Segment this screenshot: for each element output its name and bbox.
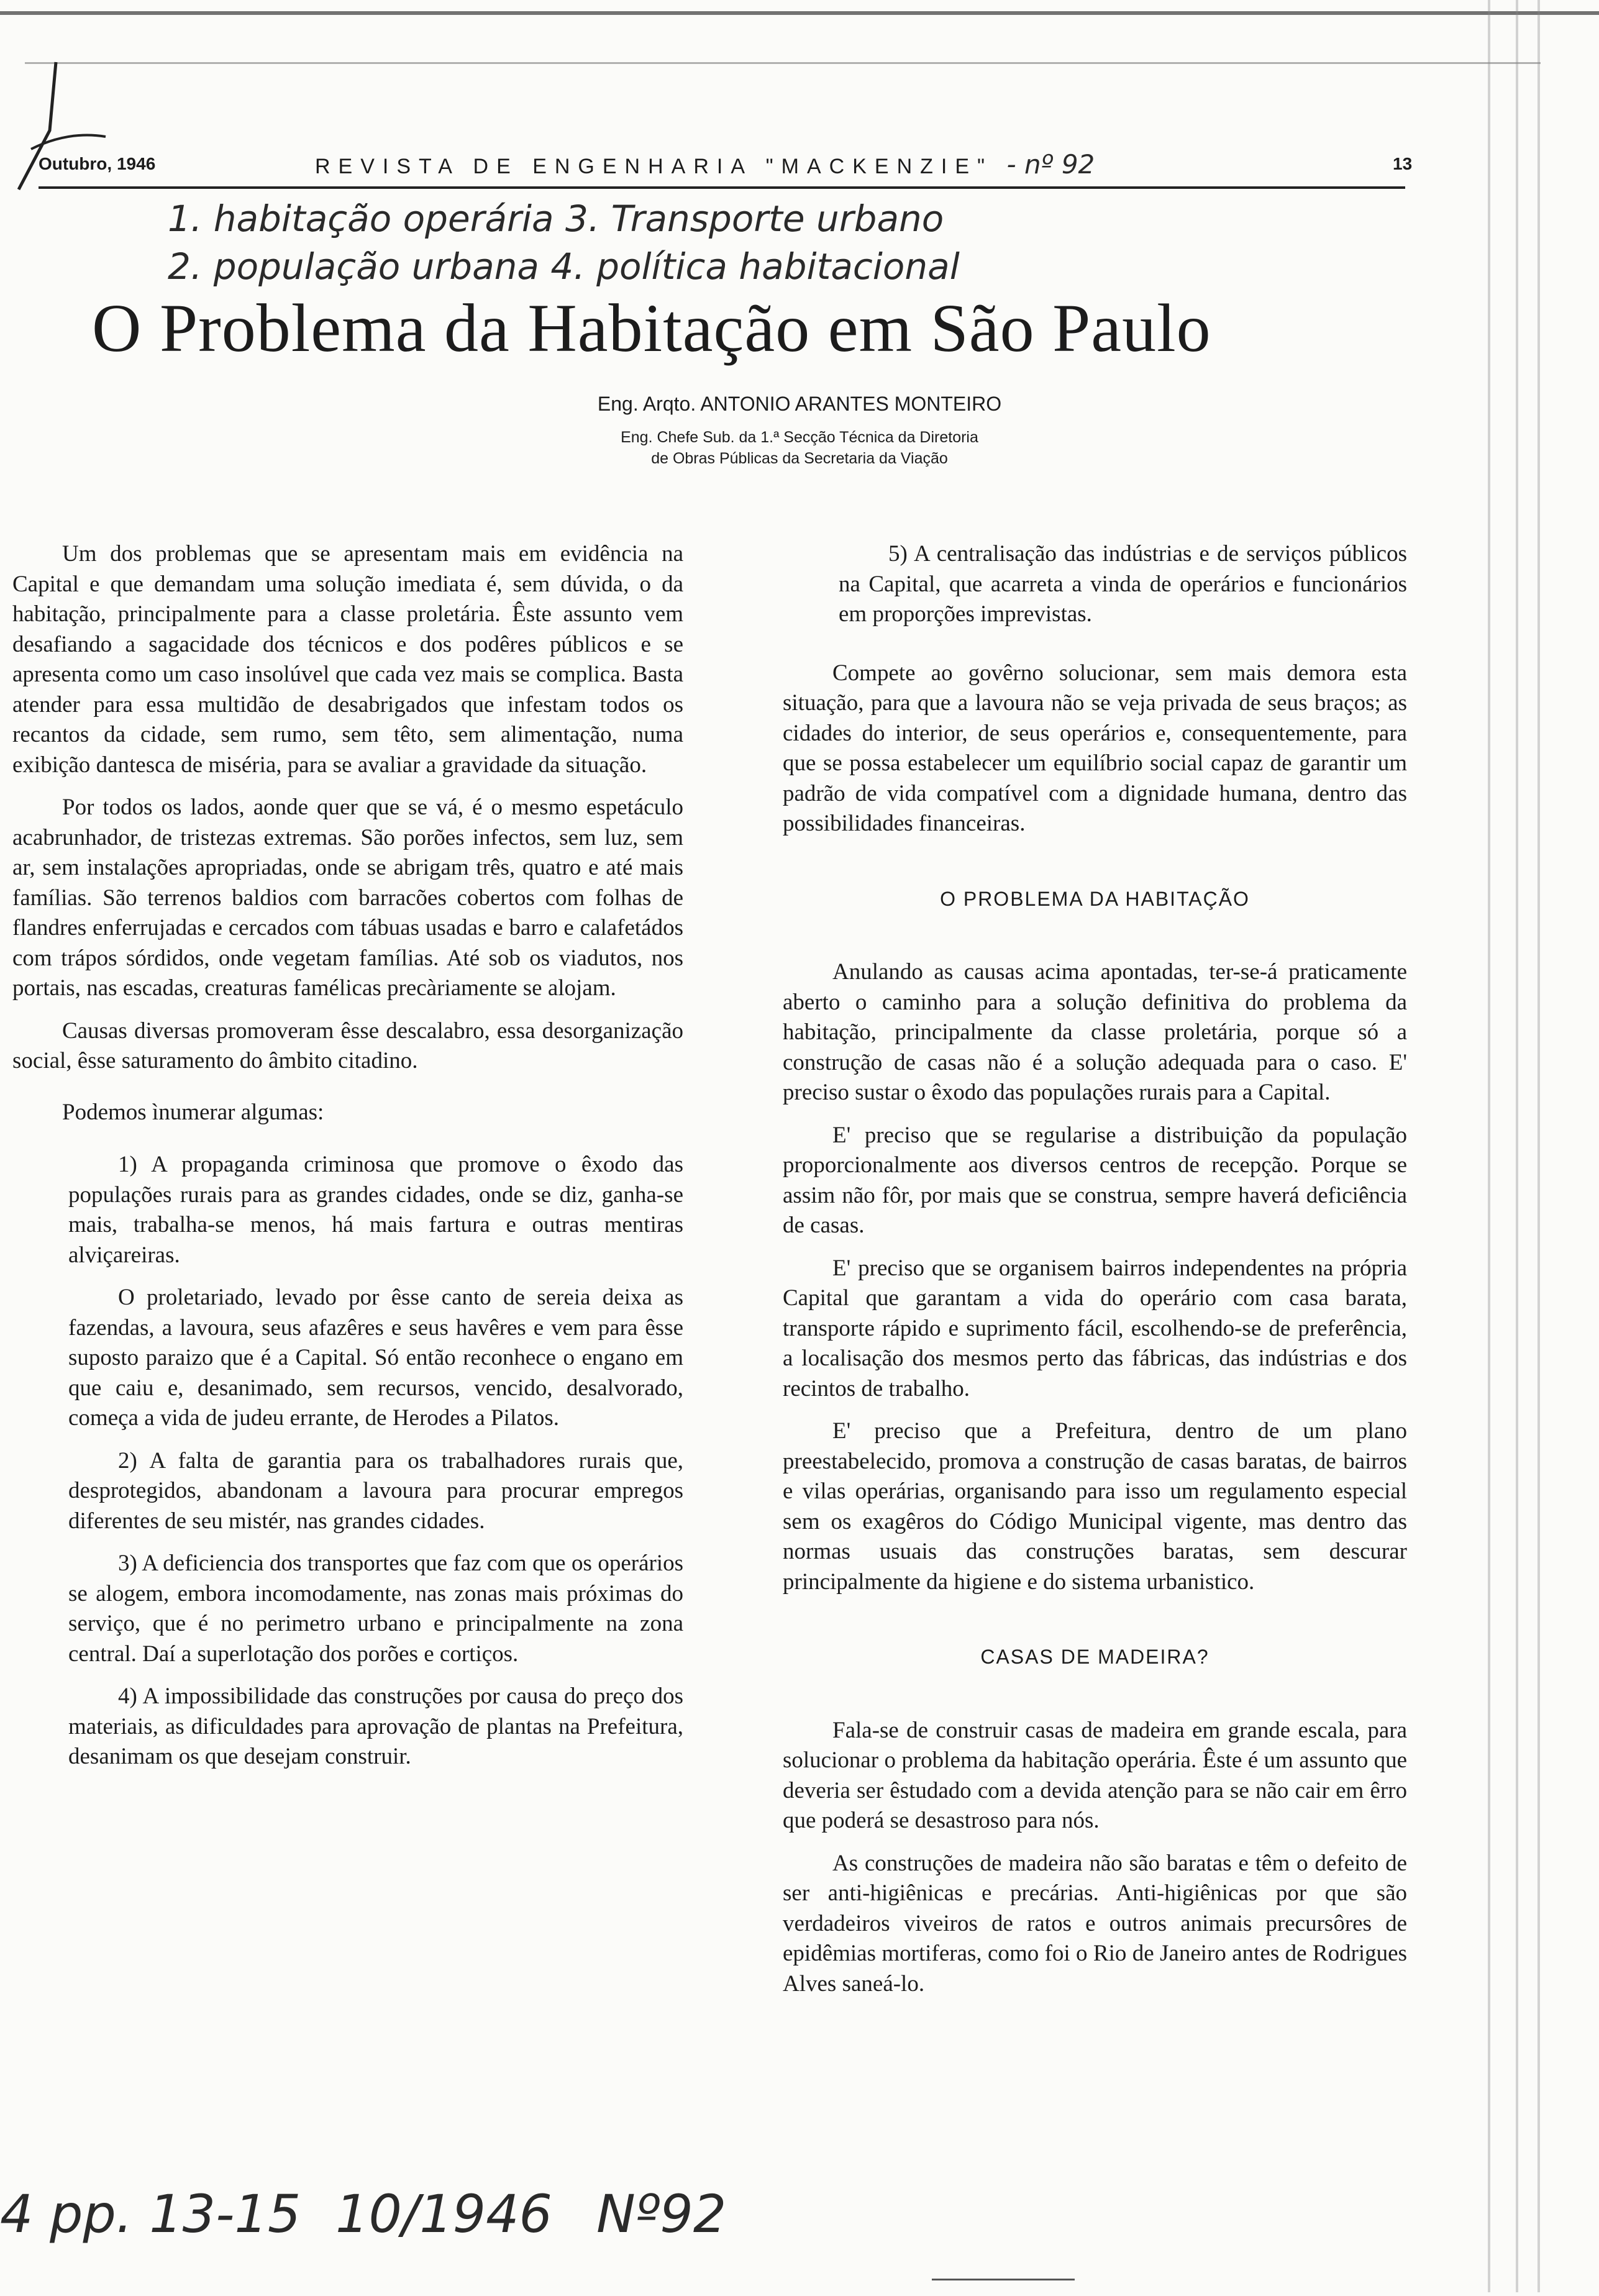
handwritten-pages: 4 pp. 13-15 [0, 2184, 301, 2244]
handwritten-topics-line2: 2. população urbana 4. política habitacional [168, 245, 960, 288]
paragraph: Podemos ìnumerar algumas: [62, 1099, 324, 1125]
causes-list [12, 1150, 683, 1772]
scan-edge-line [1538, 0, 1540, 2292]
running-header [39, 149, 1413, 186]
list-item: O proletariado, levado por êsse canto de sereia deixa as fazendas, a lavoura, seus afazêres e seus havêres e vem para êsse suposto paraizo que é a Capital. Só então reconhece o engano em que caiu e, desanimado, sem recursos, vencido, desalvorado, começa a vida de judeu errante, de Herodes a Pilatos. [68, 1285, 683, 1431]
list-item: 1) A propaganda criminosa que promove o êxodo das populações rurais para as grandes cidades, onde se diz, ganha-se mais, trabalha-se menos, há mais fartura e outras mentiras alviçareiras. [68, 1152, 683, 1268]
paragraph: E' preciso que a Prefeitura, dentro de um plano preestabelecido, promova a construção de casas baratas, de bairros e vilas operárias, organisando para isso um regulamento especial sem os exagêros do Código Municipal vigente, mas dentro das normas usuais das construções baratas, sem descurar principalmente da higiene e do sistema urbanistico. [783, 1418, 1407, 1595]
scan-edge-line [1516, 0, 1518, 2292]
page-number: 13 [1393, 154, 1413, 173]
paragraph: E' preciso que se organisem bairros independentes na própria Capital que garantam a vida do operário com casa barata, transporte rápido e suprimento fácil, escolhendo-se de preferência, a localisação dos mesmos perto das fábricas, das indústrias e dos recintos de trabalho. [783, 1255, 1407, 1401]
handwritten-issue: - nº 92 [1006, 149, 1095, 180]
author-position-line2: de Obras Públicas da Secretaria da Viação [651, 450, 948, 467]
left-column [12, 539, 683, 1785]
journal-title: REVISTA DE ENGENHARIA "MACKENZIE" [315, 155, 993, 178]
list-item: 2) A falta de garantia para os trabalhadores rurais que, desprotegidos, abandonam a lavoura para procurar empregos diferentes de seu mistér, nas grandes cidades. [68, 1447, 683, 1534]
paragraph: As construções de madeira não são baratas e têm o defeito de ser anti-higiênicas e precárias. Anti-higiênicas por que são verdadeiros viveiros de ratos e outros animais precursôres de epidêmias mortiferas, como foi o Rio de Janeiro antes de Rodrigues Alves saneá-lo. [783, 1850, 1407, 1997]
handwritten-number: Nº92 [596, 2184, 727, 2244]
paragraph: Um dos problemas que se apresentam mais em evidência na Capital e que demandam uma solução imediata é, sem dúvida, o da habitação, principalmente para a classe proletária. Êste assunto vem desafiando a sagacidade dos técnicos e dos podêres públicos e se apresenta como um caso insolúvel que cada vez mais se complica. Basta atender para essa multidão de desabrigados que infestam todos os recantos da cidade, sem rumo, sem têto, sem alimentação, numa exibição dantesca de miséria, para se avaliar a gravidade da situação. [12, 541, 683, 778]
header-rule [39, 186, 1405, 189]
end-rule [932, 2279, 1075, 2280]
scan-edge-line [25, 62, 1541, 64]
handwritten-topics-line1: 1. habitação operária 3. Transporte urbano [168, 198, 944, 240]
paragraph: Fala-se de construir casas de madeira em grande escala, para solucionar o problema da habitação operária. Êste é um assunto que deveria ser êstudado com a devida atenção para se não cair em êrro que poderá se desastroso para nós. [783, 1717, 1407, 1833]
journal-name [315, 149, 1095, 180]
paragraph: Por todos os lados, aonde quer que se vá, é o mesmo espetáculo acabrunhador, de tristezas extremas. São porões infectos, sem luz, sem ar, sem instalações apropriadas, onde se abrigam três, quatro e até mais famílias. São terrenos baldios com barracões cobertos com folhas de flandres enferrujadas e cercados com tábuas usadas e barro e calafetádos com trápos sórdidos, onde vegetam famílias. Até sob os viadutos, nos portais, nas escadas, creaturas famélicas precàriamente se alojam. [12, 795, 683, 1001]
section-heading: O PROBLEMA DA HABITAÇÃO [940, 887, 1250, 910]
issue-date: Outubro, 1946 [39, 154, 156, 173]
author-line: Eng. Arqto. ANTONIO ARANTES MONTEIRO [597, 393, 1002, 415]
paragraph: Anulando as causas acima apontadas, ter-se-á praticamente aberto o caminho para a solução definitiva do problema da habitação, principalmente da classe proletária, porque só a construção de casas não é a solução adequada para o caso. E' preciso sustar o êxodo das populações rurais para a Capital. [783, 959, 1407, 1105]
author-position-line1: Eng. Chefe Sub. da 1.ª Secção Técnica da Diretoria [621, 429, 978, 446]
list-item: 3) A deficiencia dos transportes que faz com que os operários se alogem, embora incomodamente, nas zonas mais próximas do serviço, que é no perimetro urbano e principalmente na zona central. Daí a superlotação dos porões e cortiços. [68, 1551, 683, 1667]
article-title: O Problema da Habitação em São Paulo [92, 290, 1211, 366]
scan-edge-line [1488, 0, 1490, 2292]
paragraph: Compete ao govêrno solucionar, sem mais demora esta situação, para que a lavoura não se veja privada de seus braços; as cidades do interior, de seus operários e, consequentemente, para que se possa estabelecer um equilíbrio social capaz de garantir um padrão de vida compatível com a dignidade humana, dentro das possibilidades financeiras. [783, 660, 1407, 836]
handwritten-date: 10/1946 [335, 2184, 552, 2244]
right-column [783, 539, 1407, 2011]
list-item: 4) A impossibilidade das construções por causa do preço dos materiais, as dificuldades para aprovação de plantas na Prefeitura, desanimam os que desejam construir. [68, 1683, 683, 1769]
paragraph: E' preciso que se regularise a distribuição da população proporcionalmente aos diversos centros de recepção. Porque se assim não fôr, por mais que se construa, sempre haverá deficiência de casas. [783, 1122, 1407, 1238]
paragraph: Causas diversas promoveram êsse descalabro, essa desorganização social, êsse saturamento do âmbito citadino. [12, 1018, 683, 1073]
scan-edge-line [0, 11, 1599, 15]
section-heading: CASAS DE MADEIRA? [980, 1646, 1210, 1668]
list-item: 5) A centralisação das indústrias e de serviços públicos na Capital, que acarreta a vinda de operários e funcionários em proporções imprevistas. [839, 541, 1407, 627]
